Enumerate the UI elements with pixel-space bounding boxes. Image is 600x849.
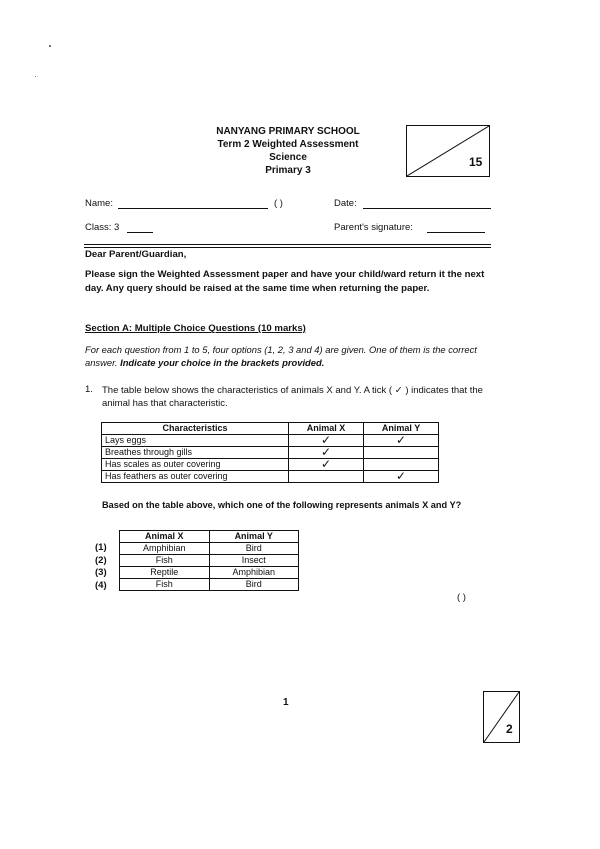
table-cell: Breathes through gills — [102, 447, 289, 459]
name-label: Name: — [85, 198, 113, 209]
option-number: (2) — [95, 555, 107, 566]
table-header: Animal Y — [209, 531, 299, 543]
level: Primary 3 — [265, 165, 311, 176]
total-score-box — [406, 125, 490, 177]
question-prompt: Based on the table above, which one of the following represents animals X and Y? — [102, 500, 462, 510]
parent-signature-label: Parent's signature: — [334, 222, 413, 233]
options-table — [119, 530, 299, 591]
option-y: Amphibian — [209, 567, 299, 579]
tick-mark: ✓ — [364, 435, 439, 447]
table-row — [102, 471, 439, 483]
name-field[interactable] — [118, 208, 268, 209]
option-x: Reptile — [120, 567, 210, 579]
characteristics-table — [101, 422, 439, 483]
tick-mark — [289, 471, 364, 483]
option-x: Fish — [120, 555, 210, 567]
subject: Science — [269, 152, 307, 163]
table-header: Animal X — [120, 531, 210, 543]
parent-notice: Please sign the Weighted Assessment paper and have your child/ward return it the next day. Any query should be raised at the same time when returning the paper. — [85, 269, 485, 294]
instruction-text: For each question from 1 to 5, four options (1, 2, 3 and 4) are given. One of them is the correct answer. — [85, 344, 477, 368]
table-row — [102, 435, 439, 447]
date-field[interactable] — [363, 208, 491, 209]
option-number: (4) — [95, 580, 107, 591]
answer-brackets[interactable]: ( ) — [457, 592, 466, 603]
table-header: Animal Y — [364, 423, 439, 435]
date-label: Date: — [334, 198, 357, 209]
table-header: Characteristics — [102, 423, 289, 435]
option-row — [120, 555, 299, 567]
table-cell: Has scales as outer covering — [102, 459, 289, 471]
options-header-row — [120, 531, 299, 543]
option-y: Insect — [209, 555, 299, 567]
table-header: Animal X — [289, 423, 364, 435]
option-row — [120, 543, 299, 555]
index-number-brackets[interactable]: ( ) — [274, 198, 283, 209]
tick-mark — [364, 447, 439, 459]
instruction-emphasis: Indicate your choice in the brackets provided. — [120, 357, 325, 368]
class-label: Class: 3 — [85, 222, 120, 233]
table-header-row — [102, 423, 439, 435]
school-name: NANYANG PRIMARY SCHOOL — [216, 126, 360, 137]
assessment-title: Term 2 Weighted Assessment — [217, 139, 359, 150]
option-x: Amphibian — [120, 543, 210, 555]
option-row — [120, 579, 299, 591]
divider — [84, 244, 491, 245]
scan-speck — [49, 45, 51, 47]
tick-mark: ✓ — [364, 471, 439, 483]
table-cell: Has feathers as outer covering — [102, 471, 289, 483]
salutation: Dear Parent/Guardian, — [85, 249, 187, 260]
tick-mark: ✓ — [289, 435, 364, 447]
tick-mark: ✓ — [289, 447, 364, 459]
table-cell: Lays eggs — [102, 435, 289, 447]
question-stem: The table below shows the characteristics of animals X and Y. A tick ( ✓ ) indicates that the animal has that characteristic. — [102, 385, 483, 409]
parent-signature-field[interactable] — [427, 232, 485, 233]
page-marks-diagonal — [484, 692, 519, 742]
section-a-title: Section A: Multiple Choice Questions (10 marks) — [85, 323, 306, 334]
option-y: Bird — [209, 543, 299, 555]
page-number: 1 — [283, 697, 289, 708]
table-row — [102, 459, 439, 471]
option-x: Fish — [120, 579, 210, 591]
option-y: Bird — [209, 579, 299, 591]
option-number: (1) — [95, 542, 107, 553]
option-number: (3) — [95, 567, 107, 578]
total-score: 15 — [469, 155, 483, 169]
section-a-instructions — [85, 343, 495, 369]
page-marks: 2 — [506, 722, 513, 736]
table-row — [102, 447, 439, 459]
class-field[interactable] — [127, 232, 153, 233]
tick-mark: ✓ — [289, 459, 364, 471]
scan-speck — [35, 76, 36, 77]
question-number: 1. — [85, 384, 93, 395]
option-row — [120, 567, 299, 579]
page-marks-box — [483, 691, 520, 743]
